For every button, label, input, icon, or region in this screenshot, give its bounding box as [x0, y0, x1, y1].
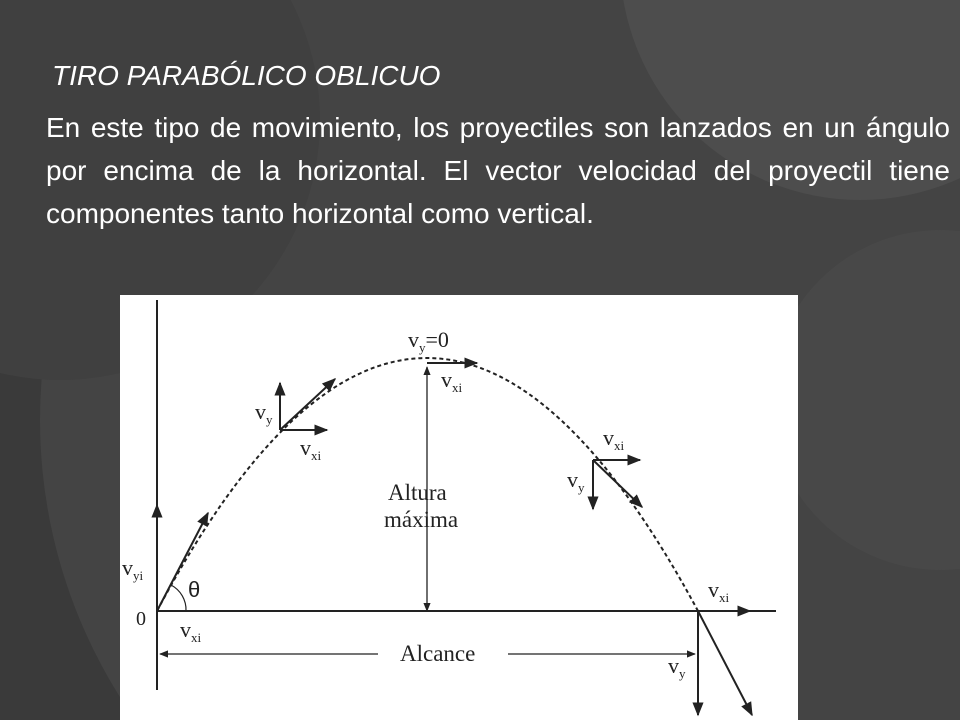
descending-vy-label: $v_y$ — [567, 467, 585, 495]
theta-label: θ — [188, 577, 201, 602]
landing-vy-label: $v_y$ — [668, 653, 686, 681]
rising-vy-label: $v_y$ — [255, 399, 273, 427]
vyi-label: $v_{yi}$ — [122, 555, 144, 583]
landing-vxi-label: $v_{xi}$ — [708, 577, 730, 605]
slide-title: TIRO PARABÓLICO OBLICUO — [52, 60, 441, 91]
max-height-label-line2: máxima — [384, 507, 459, 532]
range-label: Alcance — [400, 641, 476, 666]
rising-velocity-arrow — [280, 379, 335, 430]
angle-arc — [171, 585, 186, 611]
landing-velocity-arrow — [698, 611, 752, 715]
diagram-svg — [120, 295, 798, 720]
descending-velocity-arrow — [593, 460, 642, 507]
max-height-label-line1: Altura — [388, 480, 447, 505]
origin-label: 0 — [136, 608, 146, 630]
slide-body-text: En este tipo de movimiento, los proyectiles son lanzados en un ángulo por encima de la horizontal. El vector velocidad del proyectil tiene componentes tanto horizontal como vertical. — [46, 112, 950, 229]
launch-vxi-label: $v_{xi}$ — [180, 617, 202, 645]
apex-vxi-label: $v_{xi}$ — [441, 367, 463, 395]
descending-vxi-label: $v_{xi}$ — [603, 425, 625, 453]
projectile-diagram — [120, 295, 798, 720]
apex-vy-zero-label: $v_y=0$ — [408, 327, 449, 355]
rising-vxi-label: $v_{xi}$ — [300, 435, 322, 463]
